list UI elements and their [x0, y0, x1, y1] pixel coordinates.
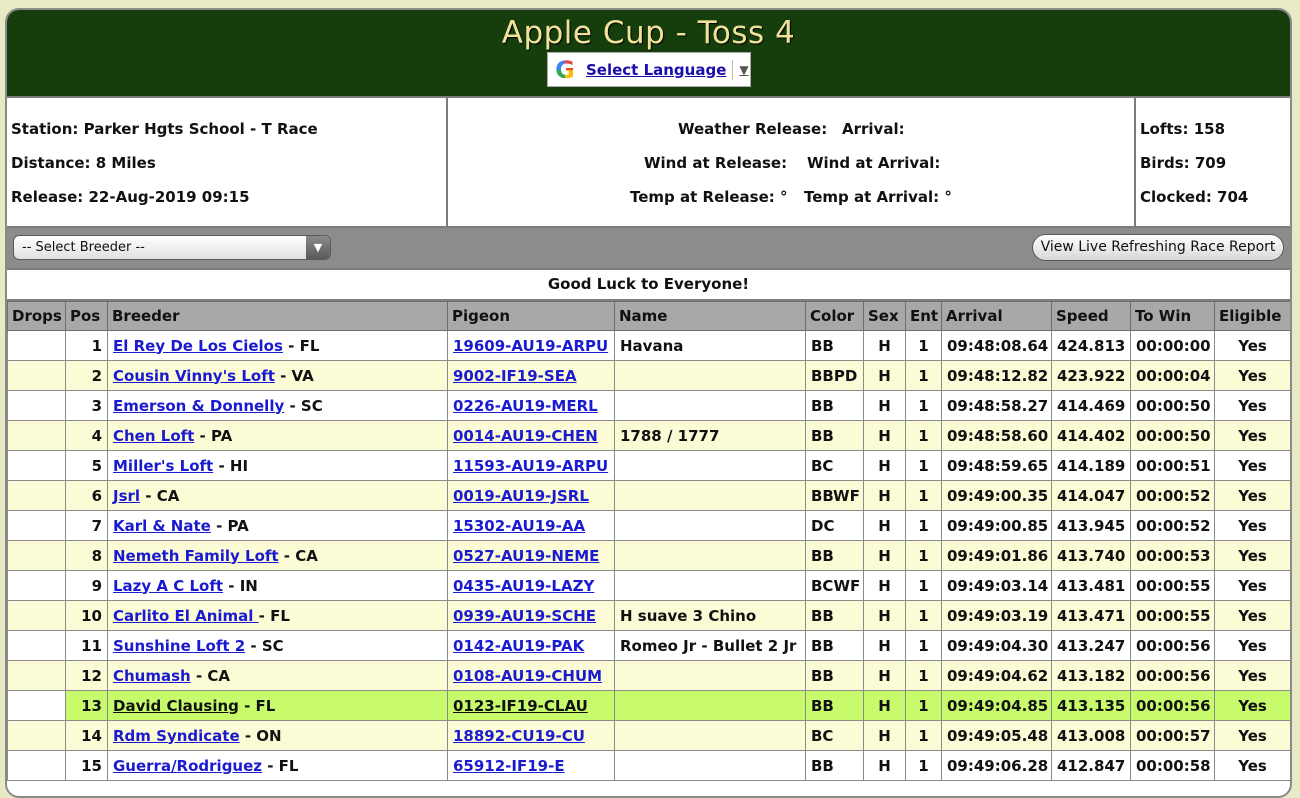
breeder-state: - HI: [213, 456, 249, 475]
language-label[interactable]: Select Language: [586, 60, 727, 79]
eligible-cell: Yes: [1215, 511, 1291, 541]
eligible-cell: Yes: [1215, 481, 1291, 511]
good-luck-message: Good Luck to Everyone!: [7, 270, 1290, 301]
sex-cell: H: [864, 721, 906, 751]
table-row: [8, 691, 1291, 721]
name-cell: [615, 751, 806, 781]
arrival-cell: 09:49:01.86: [942, 541, 1052, 571]
pigeon-cell: [448, 751, 615, 781]
table-row: [8, 451, 1291, 481]
color-cell: BB: [806, 631, 864, 661]
pigeon-cell: [448, 631, 615, 661]
breeder-state: - CA: [190, 666, 231, 685]
drops-cell: [8, 511, 66, 541]
breeder-state: - FL: [238, 696, 276, 715]
position-cell: 13: [66, 691, 108, 721]
sex-cell: H: [864, 361, 906, 391]
race-info-counts: [1136, 98, 1290, 226]
breeder-link[interactable]: Nemeth Family Loft: [113, 546, 279, 565]
breeder-state: - PA: [194, 426, 233, 445]
column-header-speed: Speed: [1052, 302, 1131, 331]
breeder-state: - ON: [239, 726, 282, 745]
sex-cell: H: [864, 331, 906, 361]
breeder-state: - SC: [245, 636, 284, 655]
ent-cell: 1: [906, 511, 942, 541]
speed-cell: 412.847: [1052, 751, 1131, 781]
speed-cell: 414.189: [1052, 451, 1131, 481]
sex-cell: H: [864, 571, 906, 601]
drops-cell: [8, 541, 66, 571]
clocked-count: Clocked: 704: [1140, 188, 1249, 206]
position-cell: 9: [66, 571, 108, 601]
live-report-button[interactable]: View Live Refreshing Race Report: [1032, 234, 1284, 261]
color-cell: BC: [806, 451, 864, 481]
pigeon-cell: [448, 481, 615, 511]
breeder-state: - CA: [140, 486, 180, 505]
breeder-cell: [108, 511, 448, 541]
arrival-cell: 09:49:04.62: [942, 661, 1052, 691]
race-report-panel: [5, 8, 1292, 798]
breeder-state: - FL: [262, 756, 299, 775]
eligible-cell: Yes: [1215, 451, 1291, 481]
eligible-cell: Yes: [1215, 631, 1291, 661]
breeder-link[interactable]: Chumash: [113, 666, 191, 685]
column-header-sex: Sex: [864, 302, 906, 331]
column-header-eligible: Eligible: [1215, 302, 1291, 331]
to-win-cell: 00:00:53: [1131, 541, 1215, 571]
breeder-link[interactable]: Karl & Nate: [113, 516, 211, 535]
to-win-cell: 00:00:04: [1131, 361, 1215, 391]
eligible-cell: Yes: [1215, 751, 1291, 781]
to-win-cell: 00:00:57: [1131, 721, 1215, 751]
birds-count: Birds: 709: [1140, 154, 1227, 172]
to-win-cell: 00:00:52: [1131, 481, 1215, 511]
column-header-name: Name: [615, 302, 806, 331]
arrival-cell: 09:49:03.19: [942, 601, 1052, 631]
ent-cell: 1: [906, 631, 942, 661]
drops-cell: [8, 601, 66, 631]
speed-cell: 413.481: [1052, 571, 1131, 601]
breeder-cell: [108, 331, 448, 361]
lofts-count: Lofts: 158: [1140, 120, 1226, 138]
eligible-cell: Yes: [1215, 601, 1291, 631]
breeder-cell: [108, 601, 448, 631]
breeder-state: - IN: [223, 576, 258, 595]
breeder-select[interactable]: [13, 235, 331, 260]
breeder-link[interactable]: Emerson & Donnelly: [113, 396, 285, 415]
ent-cell: 1: [906, 361, 942, 391]
breeder-cell: [108, 691, 448, 721]
to-win-cell: 00:00:00: [1131, 331, 1215, 361]
breeder-cell: [108, 571, 448, 601]
speed-cell: 413.740: [1052, 541, 1131, 571]
eligible-cell: Yes: [1215, 721, 1291, 751]
pigeon-cell: [448, 571, 615, 601]
drops-cell: [8, 331, 66, 361]
color-cell: BBPD: [806, 361, 864, 391]
drops-cell: [8, 751, 66, 781]
sex-cell: H: [864, 481, 906, 511]
position-cell: 11: [66, 631, 108, 661]
eligible-cell: Yes: [1215, 331, 1291, 361]
name-cell: Havana: [615, 331, 806, 361]
table-row: [8, 751, 1291, 781]
to-win-cell: 00:00:50: [1131, 421, 1215, 451]
breeder-state: - CA: [278, 546, 318, 565]
drops-cell: [8, 691, 66, 721]
race-info-left: [7, 98, 448, 226]
column-header-breeder: Breeder: [108, 302, 448, 331]
breeder-state: - FL: [282, 336, 320, 355]
color-cell: BB: [806, 751, 864, 781]
ent-cell: 1: [906, 421, 942, 451]
ent-cell: 1: [906, 331, 942, 361]
pigeon-cell: [448, 601, 615, 631]
pigeon-link[interactable]: 19609-AU19-ARPU: [453, 336, 609, 355]
pigeon-cell: [448, 721, 615, 751]
race-info: [7, 98, 1290, 228]
pigeon-link[interactable]: 0019-AU19-JSRL: [453, 486, 589, 505]
eligible-cell: Yes: [1215, 361, 1291, 391]
pigeon-link[interactable]: 0108-AU19-CHUM: [453, 666, 603, 685]
breeder-link[interactable]: Sunshine Loft 2: [113, 636, 246, 655]
arrival-cell: 09:49:04.30: [942, 631, 1052, 661]
arrival-cell: 09:48:58.27: [942, 391, 1052, 421]
drops-cell: [8, 631, 66, 661]
eligible-cell: Yes: [1215, 691, 1291, 721]
temp-arrival-text: Temp at Arrival: °: [804, 188, 952, 206]
position-cell: 3: [66, 391, 108, 421]
ent-cell: 1: [906, 541, 942, 571]
arrival-cell: 09:48:59.65: [942, 451, 1052, 481]
eligible-cell: Yes: [1215, 391, 1291, 421]
breeder-state: - PA: [210, 516, 249, 535]
race-info-weather: [448, 98, 1136, 226]
breeder-link[interactable]: Miller's Loft: [113, 456, 214, 475]
pigeon-link[interactable]: 0226-AU19-MERL: [453, 396, 598, 415]
language-selector[interactable]: [547, 52, 751, 87]
speed-cell: 413.182: [1052, 661, 1131, 691]
sex-cell: H: [864, 631, 906, 661]
to-win-cell: 00:00:58: [1131, 751, 1215, 781]
language-separator: [732, 60, 733, 80]
table-header-row: [8, 302, 1291, 331]
pigeon-cell: [448, 511, 615, 541]
pigeon-link[interactable]: 0939-AU19-SCHE: [453, 606, 597, 625]
to-win-cell: 00:00:56: [1131, 661, 1215, 691]
eligible-cell: Yes: [1215, 541, 1291, 571]
column-header-color: Color: [806, 302, 864, 331]
to-win-cell: 00:00:55: [1131, 601, 1215, 631]
pigeon-cell: [448, 421, 615, 451]
color-cell: BB: [806, 661, 864, 691]
pigeon-link[interactable]: 15302-AU19-AA: [453, 516, 586, 535]
chevron-down-icon[interactable]: ▼: [306, 236, 330, 259]
to-win-cell: 00:00:52: [1131, 511, 1215, 541]
arrival-cell: 09:49:04.85: [942, 691, 1052, 721]
table-row: [8, 361, 1291, 391]
breeder-link[interactable]: Jsrl: [113, 486, 141, 505]
arrival-cell: 09:49:00.35: [942, 481, 1052, 511]
ent-cell: 1: [906, 481, 942, 511]
pigeon-cell: [448, 331, 615, 361]
table-row: [8, 541, 1291, 571]
color-cell: BB: [806, 391, 864, 421]
to-win-cell: 00:00:50: [1131, 391, 1215, 421]
sex-cell: H: [864, 541, 906, 571]
position-cell: 4: [66, 421, 108, 451]
table-row: [8, 331, 1291, 361]
pigeon-link[interactable]: 0123-IF19-CLAU: [453, 696, 588, 715]
color-cell: BB: [806, 331, 864, 361]
pigeon-cell: [448, 391, 615, 421]
speed-cell: 413.945: [1052, 511, 1131, 541]
toolbar: [7, 228, 1290, 270]
title-bar: [7, 10, 1290, 98]
to-win-cell: 00:00:56: [1131, 631, 1215, 661]
pigeon-link[interactable]: 18892-CU19-CU: [453, 726, 585, 745]
speed-cell: 414.402: [1052, 421, 1131, 451]
table-row: [8, 391, 1291, 421]
color-cell: BC: [806, 721, 864, 751]
position-cell: 6: [66, 481, 108, 511]
drops-cell: [8, 721, 66, 751]
arrival-cell: 09:48:12.82: [942, 361, 1052, 391]
color-cell: BB: [806, 601, 864, 631]
speed-cell: 424.813: [1052, 331, 1131, 361]
pigeon-link[interactable]: 0142-AU19-PAK: [453, 636, 585, 655]
drops-cell: [8, 391, 66, 421]
breeder-link[interactable]: Carlito El Animal: [113, 606, 259, 625]
arrival-cell: 09:49:00.85: [942, 511, 1052, 541]
position-cell: 12: [66, 661, 108, 691]
name-cell: H suave 3 Chino: [615, 601, 806, 631]
breeder-cell: [108, 751, 448, 781]
sex-cell: H: [864, 421, 906, 451]
name-cell: [615, 391, 806, 421]
speed-cell: 413.008: [1052, 721, 1131, 751]
name-cell: [615, 571, 806, 601]
breeder-cell: [108, 361, 448, 391]
table-row: [8, 511, 1291, 541]
position-cell: 5: [66, 451, 108, 481]
table-row: [8, 661, 1291, 691]
color-cell: BB: [806, 691, 864, 721]
breeder-cell: [108, 421, 448, 451]
column-header-drops: Drops: [8, 302, 66, 331]
speed-cell: 413.471: [1052, 601, 1131, 631]
color-cell: BBWF: [806, 481, 864, 511]
ent-cell: 1: [906, 691, 942, 721]
ent-cell: 1: [906, 601, 942, 631]
table-row: [8, 571, 1291, 601]
drops-cell: [8, 571, 66, 601]
table-row: [8, 601, 1291, 631]
arrival-cell: 09:48:08.64: [942, 331, 1052, 361]
breeder-link[interactable]: El Rey De Los Cielos: [113, 336, 283, 355]
sex-cell: H: [864, 691, 906, 721]
drops-cell: [8, 661, 66, 691]
eligible-cell: Yes: [1215, 661, 1291, 691]
pigeon-cell: [448, 661, 615, 691]
name-cell: Romeo Jr - Bullet 2 Jr: [615, 631, 806, 661]
sex-cell: H: [864, 391, 906, 421]
speed-cell: 414.469: [1052, 391, 1131, 421]
breeder-link[interactable]: Guerra/Rodriguez: [113, 756, 263, 775]
column-header-to-win: To Win: [1131, 302, 1215, 331]
position-cell: 1: [66, 331, 108, 361]
to-win-cell: 00:00:56: [1131, 691, 1215, 721]
name-cell: [615, 361, 806, 391]
arrival-cell: 09:49:05.48: [942, 721, 1052, 751]
ent-cell: 1: [906, 391, 942, 421]
pigeon-cell: [448, 361, 615, 391]
sex-cell: H: [864, 751, 906, 781]
temp-release-text: Temp at Release: °: [630, 188, 788, 206]
speed-cell: 413.135: [1052, 691, 1131, 721]
pigeon-cell: [448, 691, 615, 721]
chevron-down-icon[interactable]: ▼: [739, 62, 749, 77]
column-header-arrival: Arrival: [942, 302, 1052, 331]
page-title: Apple Cup - Toss 4: [501, 15, 796, 51]
ent-cell: 1: [906, 721, 942, 751]
breeder-state: - VA: [274, 366, 314, 385]
breeder-link[interactable]: David Clausing: [113, 696, 239, 715]
breeder-select-value: -- Select Breeder --: [22, 240, 145, 255]
color-cell: BCWF: [806, 571, 864, 601]
distance-text: Distance: 8 Miles: [11, 154, 156, 172]
drops-cell: [8, 481, 66, 511]
breeder-cell: [108, 451, 448, 481]
sex-cell: H: [864, 661, 906, 691]
position-cell: 15: [66, 751, 108, 781]
position-cell: 14: [66, 721, 108, 751]
breeder-cell: [108, 391, 448, 421]
position-cell: 10: [66, 601, 108, 631]
pigeon-link[interactable]: 65912-IF19-E: [453, 756, 565, 775]
column-header-pos: Pos: [66, 302, 108, 331]
sex-cell: H: [864, 601, 906, 631]
speed-cell: 413.247: [1052, 631, 1131, 661]
name-cell: [615, 511, 806, 541]
eligible-cell: Yes: [1215, 571, 1291, 601]
breeder-cell: [108, 631, 448, 661]
name-cell: [615, 541, 806, 571]
drops-cell: [8, 451, 66, 481]
pigeon-link[interactable]: 0527-AU19-NEME: [453, 546, 600, 565]
name-cell: [615, 451, 806, 481]
pigeon-cell: [448, 541, 615, 571]
drops-cell: [8, 361, 66, 391]
name-cell: [615, 691, 806, 721]
ent-cell: 1: [906, 571, 942, 601]
pigeon-link[interactable]: 0435-AU19-LAZY: [453, 576, 595, 595]
google-logo-icon: G: [555, 55, 575, 84]
arrival-cell: 09:48:58.60: [942, 421, 1052, 451]
breeder-cell: [108, 661, 448, 691]
wind-arrival-text: Wind at Arrival:: [807, 154, 941, 172]
breeder-link[interactable]: Chen Loft: [113, 426, 195, 445]
pigeon-link[interactable]: 11593-AU19-ARPU: [453, 456, 609, 475]
to-win-cell: 00:00:51: [1131, 451, 1215, 481]
breeder-link[interactable]: Cousin Vinny's Loft: [113, 366, 275, 385]
breeder-link[interactable]: Rdm Syndicate: [113, 726, 240, 745]
arrival-cell: 09:49:03.14: [942, 571, 1052, 601]
table-body: [8, 331, 1291, 781]
breeder-state: - FL: [258, 606, 290, 625]
arrival-text: Arrival:: [842, 120, 905, 138]
position-cell: 7: [66, 511, 108, 541]
drops-cell: [8, 421, 66, 451]
pigeon-link[interactable]: 0014-AU19-CHEN: [453, 426, 598, 445]
ent-cell: 1: [906, 751, 942, 781]
breeder-link[interactable]: Lazy A C Loft: [113, 576, 224, 595]
sex-cell: H: [864, 451, 906, 481]
eligible-cell: Yes: [1215, 421, 1291, 451]
position-cell: 2: [66, 361, 108, 391]
color-cell: DC: [806, 511, 864, 541]
table-row: [8, 421, 1291, 451]
breeder-cell: [108, 541, 448, 571]
position-cell: 8: [66, 541, 108, 571]
breeder-state: - SC: [284, 396, 323, 415]
release-text: Release: 22-Aug-2019 09:15: [11, 188, 250, 206]
wind-release-text: Wind at Release:: [644, 154, 788, 172]
name-cell: [615, 661, 806, 691]
color-cell: BB: [806, 541, 864, 571]
ent-cell: 1: [906, 661, 942, 691]
column-header-pigeon: Pigeon: [448, 302, 615, 331]
results-table: [7, 301, 1291, 781]
speed-cell: 414.047: [1052, 481, 1131, 511]
table-row: [8, 481, 1291, 511]
speed-cell: 423.922: [1052, 361, 1131, 391]
name-cell: [615, 721, 806, 751]
color-cell: BB: [806, 421, 864, 451]
ent-cell: 1: [906, 451, 942, 481]
station-text: Station: Parker Hgts School - T Race: [11, 120, 318, 138]
sex-cell: H: [864, 511, 906, 541]
pigeon-link[interactable]: 9002-IF19-SEA: [453, 366, 577, 385]
table-row: [8, 631, 1291, 661]
breeder-cell: [108, 481, 448, 511]
table-row: [8, 721, 1291, 751]
name-cell: 1788 / 1777: [615, 421, 806, 451]
to-win-cell: 00:00:55: [1131, 571, 1215, 601]
breeder-cell: [108, 721, 448, 751]
weather-release-text: Weather Release:: [678, 120, 828, 138]
pigeon-cell: [448, 451, 615, 481]
arrival-cell: 09:49:06.28: [942, 751, 1052, 781]
name-cell: [615, 481, 806, 511]
column-header-ent: Ent: [906, 302, 942, 331]
